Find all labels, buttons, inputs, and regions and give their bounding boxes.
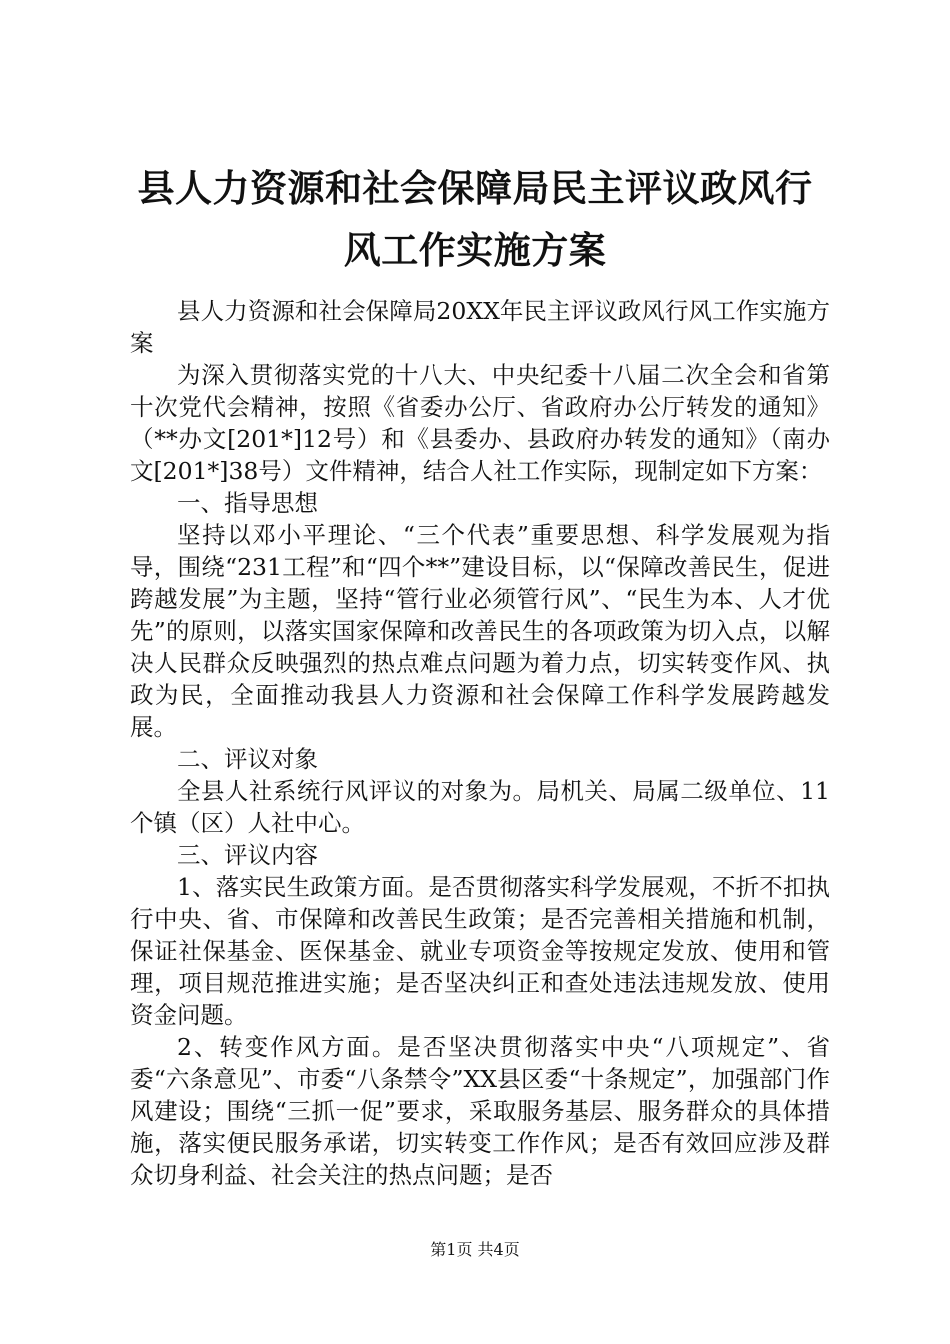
- page-number-footer: 第1页 共4页: [430, 1240, 520, 1259]
- section-heading-review-objects: 二、评议对象: [177, 745, 318, 773]
- section-heading-guiding-thought: 一、指导思想: [177, 489, 318, 517]
- section-heading-review-content: 三、评议内容: [177, 841, 318, 869]
- document-body: [130, 295, 830, 1191]
- paragraph-intro: 为深入贯彻落实党的十八大、中央纪委十八届二次全会和省第十次党代会精神，按照《省委办公厅、省政府办公厅转发的通知》（**办文[201*]12号）和《县委办、县政府办转发的通知》（南办文[201*]38号）文件精神，结合人社工作实际，现制定如下方案：: [130, 361, 830, 485]
- document-title: 县人力资源和社会保障局民主评议政风行风工作实施方案: [137, 167, 813, 272]
- paragraph-review-objects: 全县人社系统行风评议的对象为。局机关、局属二级单位、11个镇（区）人社中心。: [130, 777, 830, 837]
- paragraph-content-item-1: 1、落实民生政策方面。是否贯彻落实科学发展观，不折不扣执行中央、省、市保障和改善民生政策；是否完善相关措施和机制，保证社保基金、医保基金、就业专项资金等按规定发放、使用和管理，项目规范推进实施；是否坚决纠正和查处违法违规发放、使用资金问题。: [130, 873, 830, 1029]
- paragraph-guiding-thought: 坚持以邓小平理论、“三个代表”重要思想、科学发展观为指导，围绕“231工程”和“四个**”建设目标，以“保障改善民生，促进跨越发展”为主题，坚持“管行业必须管行风”、“民生为本、人才优先”的原则，以落实国家保障和改善民生的各项政策为切入点，以解决人民群众反映强烈的热点难点问题为着力点，切实转变作风、执政为民，全面推动我县人力资源和社会保障工作科学发展跨越发展。: [130, 521, 830, 741]
- paragraph-content-item-2: 2、转变作风方面。是否坚决贯彻落实中央“八项规定”、省委“六条意见”、市委“八条禁令”XX县区委“十条规定”，加强部门作风建设；围绕“三抓一促”要求，采取服务基层、服务群众的具体措施，落实便民服务承诺，切实转变工作作风；是否有效回应涉及群众切身利益、社会关注的热点问题；是否: [130, 1033, 830, 1189]
- paragraph-subtitle: 县人力资源和社会保障局20XX年民主评议政风行风工作实施方案: [130, 297, 830, 357]
